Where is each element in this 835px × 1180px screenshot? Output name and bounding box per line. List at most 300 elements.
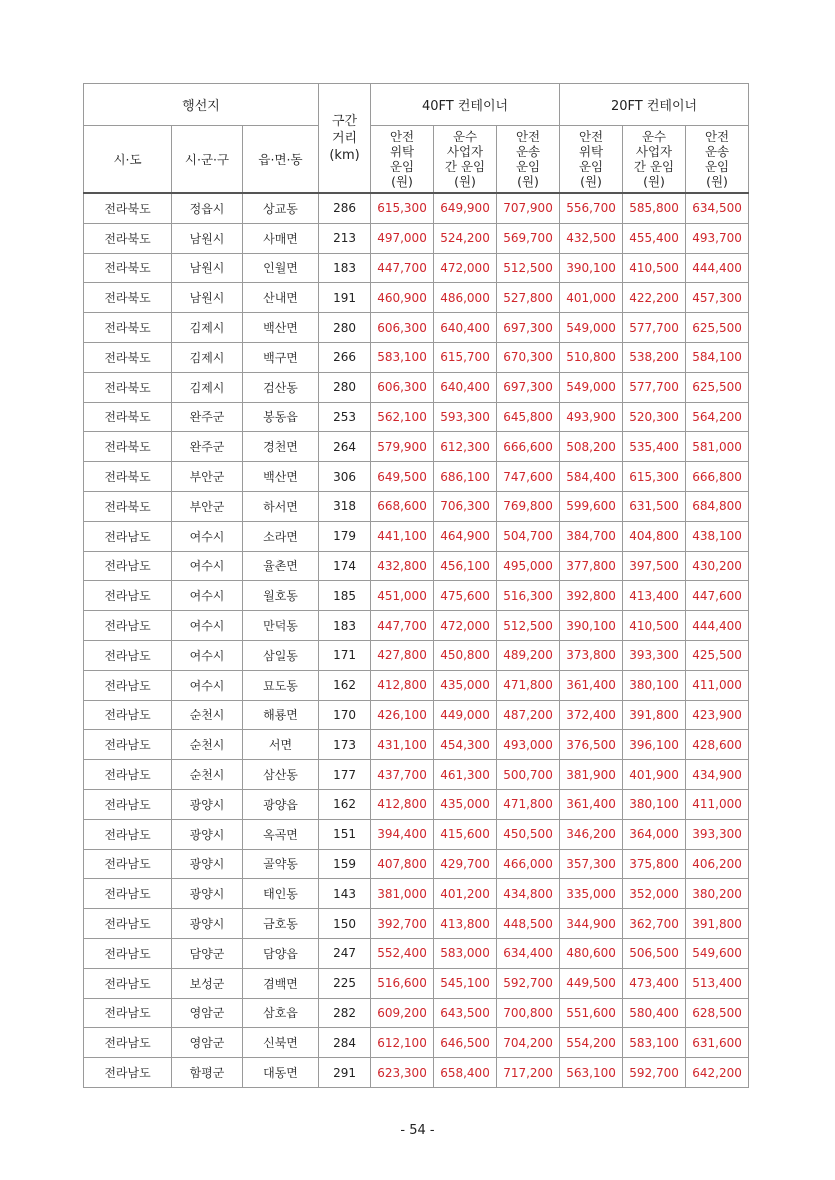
ft40-safe-consign-cell: 381,000 bbox=[371, 879, 434, 909]
ft20-safe-consign-cell: 432,500 bbox=[560, 223, 623, 253]
ft40-carrier-cell: 454,300 bbox=[434, 730, 497, 760]
ft40-carrier-cell: 646,500 bbox=[434, 1028, 497, 1058]
sigungu-cell: 여수시 bbox=[172, 581, 243, 611]
ft40-carrier-cell: 415,600 bbox=[434, 819, 497, 849]
distance-cell: 159 bbox=[319, 849, 371, 879]
table-row bbox=[84, 819, 749, 849]
distance-cell: 253 bbox=[319, 402, 371, 432]
ft20-carrier-cell: 410,500 bbox=[623, 611, 686, 641]
ft20-safe-transport-cell: 406,200 bbox=[686, 849, 749, 879]
eupmyeondong-cell: 담양읍 bbox=[243, 938, 319, 968]
eupmyeondong-header: 읍·면·동 bbox=[243, 126, 319, 194]
sido-cell: 전라남도 bbox=[84, 581, 172, 611]
ft20-carrier-cell: 396,100 bbox=[623, 730, 686, 760]
ft40-safe-consign-cell: 579,900 bbox=[371, 432, 434, 462]
ft40-carrier-cell: 450,800 bbox=[434, 640, 497, 670]
page-number: - 54 - bbox=[400, 1123, 435, 1138]
sigungu-cell: 광양시 bbox=[172, 909, 243, 939]
ft20-safe-transport-cell: 444,400 bbox=[686, 611, 749, 641]
sigungu-cell: 김제시 bbox=[172, 372, 243, 402]
table-row bbox=[84, 1058, 749, 1088]
ft40-safe-consign-cell: 426,100 bbox=[371, 700, 434, 730]
sigungu-cell: 여수시 bbox=[172, 670, 243, 700]
ft40-safe-consign-cell: 612,100 bbox=[371, 1028, 434, 1058]
ft20-carrier-cell: 592,700 bbox=[623, 1058, 686, 1088]
sido-cell: 전라남도 bbox=[84, 700, 172, 730]
sido-cell: 전라북도 bbox=[84, 313, 172, 343]
table-row bbox=[84, 968, 749, 998]
ft40-safe-consign-cell: 447,700 bbox=[371, 253, 434, 283]
ft20-carrier-cell: 352,000 bbox=[623, 879, 686, 909]
ft40-carrier-cell: 456,100 bbox=[434, 551, 497, 581]
ft40-safe-transport-cell: 487,200 bbox=[497, 700, 560, 730]
ft20-safe-transport-cell: 581,000 bbox=[686, 432, 749, 462]
ft20-carrier-cell: 362,700 bbox=[623, 909, 686, 939]
ft20-safe-consign-cell: 381,900 bbox=[560, 760, 623, 790]
ft20-safe-consign-cell: 384,700 bbox=[560, 521, 623, 551]
sigungu-cell: 김제시 bbox=[172, 313, 243, 343]
ft40-safe-transport-cell: 666,600 bbox=[497, 432, 560, 462]
sido-cell: 전라북도 bbox=[84, 491, 172, 521]
sigungu-header: 시·군·구 bbox=[172, 126, 243, 194]
ft20-safe-transport-cell: 584,100 bbox=[686, 342, 749, 372]
distance-cell: 173 bbox=[319, 730, 371, 760]
eupmyeondong-cell: 삼호읍 bbox=[243, 998, 319, 1028]
ft40-carrier-cell: 593,300 bbox=[434, 402, 497, 432]
sido-cell: 전라남도 bbox=[84, 521, 172, 551]
sido-cell: 전라남도 bbox=[84, 640, 172, 670]
table-row bbox=[84, 193, 749, 223]
distance-cell: 280 bbox=[319, 313, 371, 343]
eupmyeondong-cell: 월호동 bbox=[243, 581, 319, 611]
ft20-safe-consign-cell: 480,600 bbox=[560, 938, 623, 968]
sido-cell: 전라북도 bbox=[84, 372, 172, 402]
ft40-header: 40FT 컨테이너 bbox=[371, 84, 560, 126]
ft20-carrier-cell: 506,500 bbox=[623, 938, 686, 968]
eupmyeondong-cell: 백구면 bbox=[243, 342, 319, 372]
ft40-safe-transport-cell: 466,000 bbox=[497, 849, 560, 879]
ft20-safe-transport-cell: 666,800 bbox=[686, 462, 749, 492]
ft40-carrier-cell: 583,000 bbox=[434, 938, 497, 968]
ft20-carrier-cell: 615,300 bbox=[623, 462, 686, 492]
eupmyeondong-cell: 광양읍 bbox=[243, 789, 319, 819]
sigungu-cell: 남원시 bbox=[172, 223, 243, 253]
ft20-safe-consign-cell: 390,100 bbox=[560, 253, 623, 283]
ft40-safe-transport-cell: 504,700 bbox=[497, 521, 560, 551]
sigungu-cell: 순천시 bbox=[172, 700, 243, 730]
sido-header: 시·도 bbox=[84, 126, 172, 194]
ft20-carrier-cell: 401,900 bbox=[623, 760, 686, 790]
distance-cell: 191 bbox=[319, 283, 371, 313]
ft40-carrier-cell: 449,000 bbox=[434, 700, 497, 730]
eupmyeondong-cell: 백산면 bbox=[243, 462, 319, 492]
sido-cell: 전라북도 bbox=[84, 283, 172, 313]
ft20-carrier-cell: 577,700 bbox=[623, 372, 686, 402]
eupmyeondong-cell: 서면 bbox=[243, 730, 319, 760]
eupmyeondong-cell: 봉동읍 bbox=[243, 402, 319, 432]
ft40-safe-consign-cell: 441,100 bbox=[371, 521, 434, 551]
ft20-safe-transport-cell: 391,800 bbox=[686, 909, 749, 939]
ft20-carrier-cell: 585,800 bbox=[623, 193, 686, 223]
sido-cell: 전라남도 bbox=[84, 819, 172, 849]
ft40-safe-transport-cell: 516,300 bbox=[497, 581, 560, 611]
distance-cell: 170 bbox=[319, 700, 371, 730]
ft20-safe-transport-cell: 634,500 bbox=[686, 193, 749, 223]
ft40-carrier-cell: 706,300 bbox=[434, 491, 497, 521]
ft40-safe-transport-cell: 471,800 bbox=[497, 670, 560, 700]
distance-cell: 264 bbox=[319, 432, 371, 462]
sido-cell: 전라북도 bbox=[84, 462, 172, 492]
ft40-safe-transport-cell: 769,800 bbox=[497, 491, 560, 521]
ft40-carrier-cell: 435,000 bbox=[434, 789, 497, 819]
ft20-carrier-cell: 473,400 bbox=[623, 968, 686, 998]
table-row bbox=[84, 1028, 749, 1058]
eupmyeondong-cell: 겸백면 bbox=[243, 968, 319, 998]
sigungu-cell: 광양시 bbox=[172, 819, 243, 849]
table-body bbox=[84, 193, 749, 1087]
distance-cell: 185 bbox=[319, 581, 371, 611]
ft40-safe-consign-cell: 412,800 bbox=[371, 670, 434, 700]
ft40-carrier-cell: 429,700 bbox=[434, 849, 497, 879]
eupmyeondong-cell: 묘도동 bbox=[243, 670, 319, 700]
ft40-safe-transport-cell: 471,800 bbox=[497, 789, 560, 819]
ft20-carrier-cell: 413,400 bbox=[623, 581, 686, 611]
ft40-carrier-cell: 472,000 bbox=[434, 611, 497, 641]
ft40-carrier-cell: 545,100 bbox=[434, 968, 497, 998]
sigungu-cell: 여수시 bbox=[172, 551, 243, 581]
ft20-safe-consign-cell: 508,200 bbox=[560, 432, 623, 462]
distance-cell: 318 bbox=[319, 491, 371, 521]
sigungu-cell: 남원시 bbox=[172, 283, 243, 313]
ft20-safe-consign-cell: 376,500 bbox=[560, 730, 623, 760]
ft40-safe-transport-cell: 527,800 bbox=[497, 283, 560, 313]
ft20-safe-consign-cell: 392,800 bbox=[560, 581, 623, 611]
ft40-safe-transport-cell: 495,000 bbox=[497, 551, 560, 581]
distance-cell: 280 bbox=[319, 372, 371, 402]
sido-cell: 전라북도 bbox=[84, 193, 172, 223]
ft20-carrier-cell: 375,800 bbox=[623, 849, 686, 879]
ft20-carrier-cell: 422,200 bbox=[623, 283, 686, 313]
sido-cell: 전라남도 bbox=[84, 1028, 172, 1058]
sigungu-cell: 영암군 bbox=[172, 1028, 243, 1058]
distance-cell: 282 bbox=[319, 998, 371, 1028]
ft20-safe-transport-cell: 411,000 bbox=[686, 670, 749, 700]
ft20-carrier-cell: 577,700 bbox=[623, 313, 686, 343]
ft40-safe-consign-cell: 427,800 bbox=[371, 640, 434, 670]
ft40-safe-consign-cell: 412,800 bbox=[371, 789, 434, 819]
distance-header: 구간 거리 (km) bbox=[319, 84, 371, 194]
ft20-safe-consign-cell: 344,900 bbox=[560, 909, 623, 939]
ft20-safe-transport-cell: 642,200 bbox=[686, 1058, 749, 1088]
ft40-safe-consign-cell: 460,900 bbox=[371, 283, 434, 313]
distance-cell: 171 bbox=[319, 640, 371, 670]
sido-cell: 전라남도 bbox=[84, 551, 172, 581]
table-row bbox=[84, 402, 749, 432]
ft20-carrier-cell: 397,500 bbox=[623, 551, 686, 581]
ft40-safe-transport-cell: 700,800 bbox=[497, 998, 560, 1028]
sido-cell: 전라남도 bbox=[84, 730, 172, 760]
ft20-carrier-cell: 380,100 bbox=[623, 789, 686, 819]
ft40-carrier-cell: 524,200 bbox=[434, 223, 497, 253]
ft40-safe-consign-header: 안전 위탁 운임 (원) bbox=[371, 126, 434, 194]
ft20-safe-transport-cell: 425,500 bbox=[686, 640, 749, 670]
table-row bbox=[84, 909, 749, 939]
table-row bbox=[84, 760, 749, 790]
sido-cell: 전라남도 bbox=[84, 670, 172, 700]
ft40-safe-transport-cell: 707,900 bbox=[497, 193, 560, 223]
sido-cell: 전라남도 bbox=[84, 968, 172, 998]
sido-cell: 전라남도 bbox=[84, 611, 172, 641]
ft40-safe-consign-cell: 516,600 bbox=[371, 968, 434, 998]
ft20-safe-transport-cell: 393,300 bbox=[686, 819, 749, 849]
sigungu-cell: 정읍시 bbox=[172, 193, 243, 223]
table-row bbox=[84, 730, 749, 760]
ft20-safe-transport-cell: 549,600 bbox=[686, 938, 749, 968]
ft40-safe-consign-cell: 583,100 bbox=[371, 342, 434, 372]
ft40-safe-transport-cell: 747,600 bbox=[497, 462, 560, 492]
ft20-carrier-cell: 391,800 bbox=[623, 700, 686, 730]
sido-cell: 전라남도 bbox=[84, 909, 172, 939]
ft40-safe-consign-cell: 432,800 bbox=[371, 551, 434, 581]
ft20-carrier-cell: 404,800 bbox=[623, 521, 686, 551]
fare-table bbox=[83, 83, 749, 1088]
table-row bbox=[84, 938, 749, 968]
sigungu-cell: 담양군 bbox=[172, 938, 243, 968]
sido-cell: 전라남도 bbox=[84, 998, 172, 1028]
sigungu-cell: 광양시 bbox=[172, 849, 243, 879]
ft20-safe-consign-cell: 361,400 bbox=[560, 670, 623, 700]
sido-cell: 전라북도 bbox=[84, 432, 172, 462]
eupmyeondong-cell: 금호동 bbox=[243, 909, 319, 939]
ft20-safe-consign-cell: 373,800 bbox=[560, 640, 623, 670]
ft20-safe-transport-cell: 380,200 bbox=[686, 879, 749, 909]
ft40-safe-transport-cell: 697,300 bbox=[497, 313, 560, 343]
sigungu-cell: 남원시 bbox=[172, 253, 243, 283]
eupmyeondong-cell: 골약동 bbox=[243, 849, 319, 879]
distance-cell: 150 bbox=[319, 909, 371, 939]
distance-cell: 179 bbox=[319, 521, 371, 551]
ft20-safe-transport-cell: 423,900 bbox=[686, 700, 749, 730]
eupmyeondong-cell: 대동면 bbox=[243, 1058, 319, 1088]
ft20-safe-consign-cell: 556,700 bbox=[560, 193, 623, 223]
sido-cell: 전라남도 bbox=[84, 879, 172, 909]
ft20-safe-transport-cell: 513,400 bbox=[686, 968, 749, 998]
table-row bbox=[84, 283, 749, 313]
ft40-safe-consign-cell: 609,200 bbox=[371, 998, 434, 1028]
eupmyeondong-cell: 백산면 bbox=[243, 313, 319, 343]
table-row bbox=[84, 789, 749, 819]
eupmyeondong-cell: 옥곡면 bbox=[243, 819, 319, 849]
ft20-carrier-cell: 538,200 bbox=[623, 342, 686, 372]
ft40-carrier-cell: 475,600 bbox=[434, 581, 497, 611]
eupmyeondong-cell: 산내면 bbox=[243, 283, 319, 313]
ft20-carrier-cell: 364,000 bbox=[623, 819, 686, 849]
route-header: 행선지 bbox=[84, 84, 319, 126]
sido-cell: 전라남도 bbox=[84, 789, 172, 819]
ft20-safe-consign-cell: 584,400 bbox=[560, 462, 623, 492]
distance-cell: 291 bbox=[319, 1058, 371, 1088]
table-row bbox=[84, 998, 749, 1028]
sigungu-cell: 여수시 bbox=[172, 640, 243, 670]
table-row bbox=[84, 491, 749, 521]
ft40-safe-transport-cell: 645,800 bbox=[497, 402, 560, 432]
ft40-carrier-cell: 486,000 bbox=[434, 283, 497, 313]
ft20-safe-consign-cell: 549,000 bbox=[560, 313, 623, 343]
ft20-safe-consign-cell: 335,000 bbox=[560, 879, 623, 909]
ft40-safe-consign-cell: 447,700 bbox=[371, 611, 434, 641]
ft40-safe-transport-cell: 450,500 bbox=[497, 819, 560, 849]
distance-cell: 247 bbox=[319, 938, 371, 968]
distance-cell: 174 bbox=[319, 551, 371, 581]
distance-cell: 284 bbox=[319, 1028, 371, 1058]
ft40-carrier-cell: 401,200 bbox=[434, 879, 497, 909]
ft20-safe-consign-cell: 361,400 bbox=[560, 789, 623, 819]
ft20-safe-transport-cell: 447,600 bbox=[686, 581, 749, 611]
sigungu-cell: 영암군 bbox=[172, 998, 243, 1028]
ft40-carrier-cell: 472,000 bbox=[434, 253, 497, 283]
ft40-carrier-cell: 615,700 bbox=[434, 342, 497, 372]
table-row bbox=[84, 342, 749, 372]
ft20-safe-transport-cell: 434,900 bbox=[686, 760, 749, 790]
table-row bbox=[84, 670, 749, 700]
ft20-safe-transport-header: 안전 운송 운임 (원) bbox=[686, 126, 749, 194]
ft20-safe-transport-cell: 625,500 bbox=[686, 313, 749, 343]
sido-cell: 전라남도 bbox=[84, 1058, 172, 1088]
ft40-safe-consign-cell: 562,100 bbox=[371, 402, 434, 432]
ft20-safe-consign-header: 안전 위탁 운임 (원) bbox=[560, 126, 623, 194]
ft40-safe-consign-cell: 431,100 bbox=[371, 730, 434, 760]
table-row bbox=[84, 372, 749, 402]
ft20-safe-consign-cell: 377,800 bbox=[560, 551, 623, 581]
sido-cell: 전라북도 bbox=[84, 253, 172, 283]
eupmyeondong-cell: 소라면 bbox=[243, 521, 319, 551]
sido-cell: 전라북도 bbox=[84, 402, 172, 432]
ft40-safe-transport-cell: 434,800 bbox=[497, 879, 560, 909]
ft40-safe-consign-cell: 668,600 bbox=[371, 491, 434, 521]
sigungu-cell: 여수시 bbox=[172, 611, 243, 641]
sido-cell: 전라남도 bbox=[84, 938, 172, 968]
table-row bbox=[84, 223, 749, 253]
ft20-carrier-cell: 393,300 bbox=[623, 640, 686, 670]
table-row bbox=[84, 521, 749, 551]
ft20-safe-consign-cell: 390,100 bbox=[560, 611, 623, 641]
ft20-safe-transport-cell: 631,600 bbox=[686, 1028, 749, 1058]
ft40-carrier-cell: 649,900 bbox=[434, 193, 497, 223]
eupmyeondong-cell: 인월면 bbox=[243, 253, 319, 283]
ft20-safe-consign-cell: 449,500 bbox=[560, 968, 623, 998]
distance-cell: 162 bbox=[319, 789, 371, 819]
ft40-safe-transport-header: 안전 운송 운임 (원) bbox=[497, 126, 560, 194]
ft40-carrier-cell: 640,400 bbox=[434, 372, 497, 402]
ft20-safe-consign-cell: 510,800 bbox=[560, 342, 623, 372]
ft40-safe-transport-cell: 697,300 bbox=[497, 372, 560, 402]
table-header bbox=[84, 84, 749, 194]
eupmyeondong-cell: 상교동 bbox=[243, 193, 319, 223]
ft20-carrier-cell: 631,500 bbox=[623, 491, 686, 521]
ft20-safe-consign-cell: 372,400 bbox=[560, 700, 623, 730]
ft20-carrier-cell: 535,400 bbox=[623, 432, 686, 462]
ft40-safe-transport-cell: 634,400 bbox=[497, 938, 560, 968]
ft40-safe-transport-cell: 717,200 bbox=[497, 1058, 560, 1088]
ft20-safe-transport-cell: 628,500 bbox=[686, 998, 749, 1028]
ft40-safe-transport-cell: 489,200 bbox=[497, 640, 560, 670]
eupmyeondong-cell: 삼산동 bbox=[243, 760, 319, 790]
sigungu-cell: 광양시 bbox=[172, 789, 243, 819]
sigungu-cell: 김제시 bbox=[172, 342, 243, 372]
ft20-safe-consign-cell: 554,200 bbox=[560, 1028, 623, 1058]
ft20-carrier-header: 운수 사업자 간 운임 (원) bbox=[623, 126, 686, 194]
ft20-safe-transport-cell: 625,500 bbox=[686, 372, 749, 402]
ft40-carrier-cell: 658,400 bbox=[434, 1058, 497, 1088]
distance-cell: 143 bbox=[319, 879, 371, 909]
ft20-carrier-cell: 380,100 bbox=[623, 670, 686, 700]
ft40-safe-transport-cell: 670,300 bbox=[497, 342, 560, 372]
ft20-safe-consign-cell: 599,600 bbox=[560, 491, 623, 521]
sigungu-cell: 부안군 bbox=[172, 491, 243, 521]
ft40-safe-transport-cell: 592,700 bbox=[497, 968, 560, 998]
ft40-safe-consign-cell: 392,700 bbox=[371, 909, 434, 939]
ft40-safe-transport-cell: 512,500 bbox=[497, 253, 560, 283]
ft40-carrier-cell: 464,900 bbox=[434, 521, 497, 551]
table-row bbox=[84, 581, 749, 611]
distance-cell: 225 bbox=[319, 968, 371, 998]
distance-cell: 213 bbox=[319, 223, 371, 253]
sigungu-cell: 광양시 bbox=[172, 879, 243, 909]
eupmyeondong-cell: 하서면 bbox=[243, 491, 319, 521]
ft20-safe-transport-cell: 493,700 bbox=[686, 223, 749, 253]
ft20-safe-consign-cell: 549,000 bbox=[560, 372, 623, 402]
distance-cell: 177 bbox=[319, 760, 371, 790]
ft20-safe-consign-cell: 346,200 bbox=[560, 819, 623, 849]
ft40-carrier-cell: 435,000 bbox=[434, 670, 497, 700]
eupmyeondong-cell: 검산동 bbox=[243, 372, 319, 402]
sido-cell: 전라북도 bbox=[84, 342, 172, 372]
ft20-safe-transport-cell: 444,400 bbox=[686, 253, 749, 283]
ft20-safe-transport-cell: 430,200 bbox=[686, 551, 749, 581]
sigungu-cell: 함평군 bbox=[172, 1058, 243, 1088]
sigungu-cell: 완주군 bbox=[172, 402, 243, 432]
table-row bbox=[84, 462, 749, 492]
ft40-safe-transport-cell: 569,700 bbox=[497, 223, 560, 253]
ft20-safe-transport-cell: 457,300 bbox=[686, 283, 749, 313]
ft20-carrier-cell: 583,100 bbox=[623, 1028, 686, 1058]
ft40-safe-transport-cell: 493,000 bbox=[497, 730, 560, 760]
ft40-carrier-cell: 413,800 bbox=[434, 909, 497, 939]
ft40-safe-transport-cell: 500,700 bbox=[497, 760, 560, 790]
ft40-safe-consign-cell: 394,400 bbox=[371, 819, 434, 849]
ft20-safe-transport-cell: 428,600 bbox=[686, 730, 749, 760]
ft40-safe-consign-cell: 615,300 bbox=[371, 193, 434, 223]
ft20-safe-consign-cell: 401,000 bbox=[560, 283, 623, 313]
eupmyeondong-cell: 사매면 bbox=[243, 223, 319, 253]
table-row bbox=[84, 700, 749, 730]
distance-cell: 183 bbox=[319, 253, 371, 283]
ft40-carrier-cell: 461,300 bbox=[434, 760, 497, 790]
ft40-safe-transport-cell: 704,200 bbox=[497, 1028, 560, 1058]
ft20-safe-consign-cell: 357,300 bbox=[560, 849, 623, 879]
sigungu-cell: 여수시 bbox=[172, 521, 243, 551]
sigungu-cell: 부안군 bbox=[172, 462, 243, 492]
sigungu-cell: 순천시 bbox=[172, 730, 243, 760]
table-row bbox=[84, 432, 749, 462]
ft40-carrier-cell: 643,500 bbox=[434, 998, 497, 1028]
distance-cell: 286 bbox=[319, 193, 371, 223]
sido-cell: 전라북도 bbox=[84, 223, 172, 253]
ft20-carrier-cell: 580,400 bbox=[623, 998, 686, 1028]
ft20-safe-consign-cell: 563,100 bbox=[560, 1058, 623, 1088]
table-row bbox=[84, 551, 749, 581]
ft40-safe-consign-cell: 437,700 bbox=[371, 760, 434, 790]
